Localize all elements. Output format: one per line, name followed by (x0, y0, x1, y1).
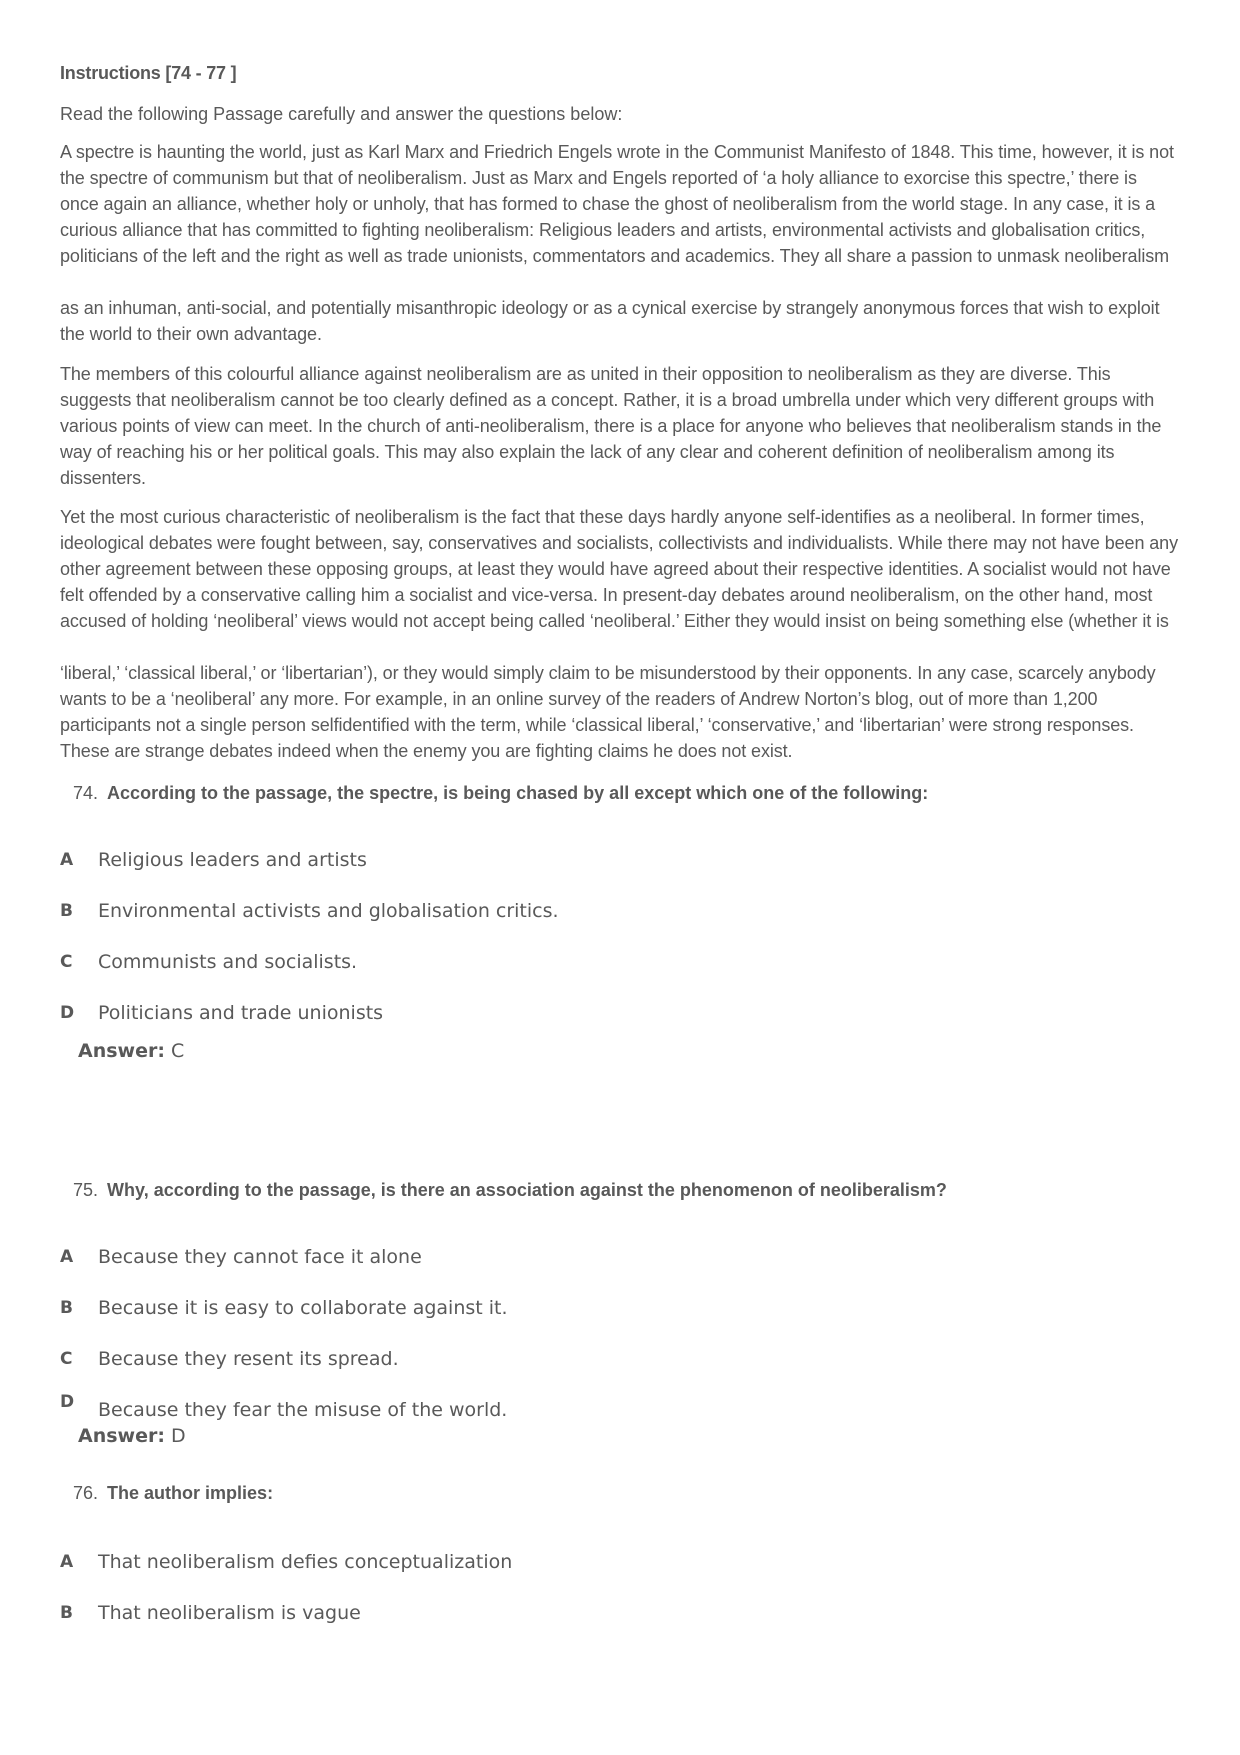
answer-label: Answer: (78, 1425, 165, 1447)
option-letter: A (60, 1552, 74, 1572)
instructions-title: Instructions [74 - 77 ] (60, 63, 237, 83)
option-letter: B (60, 1298, 73, 1318)
answer (78, 1038, 184, 1064)
answer-label: Answer: (78, 1040, 165, 1062)
option-letter: D (60, 1003, 75, 1023)
option-letter: B (60, 1603, 73, 1623)
instructions-text: Read the following Passage carefully and answer the questions below: (60, 104, 623, 124)
passage-paragraph: The members of this colourful alliance against neoliberalism are as united in their opposition to neoliberalism as they are diverse. This suggests that neoliberalism cannot be too clearly defined as a concept. Rather, it is a broad umbrella under which very different groups with various points of view can meet. In the church of anti-neoliberalism, there is a place for anyone who believes that neoliberalism stands in the way of reaching his or her political goals. This may also explain the lack of any clear and coherent definition of neoliberalism among its dissenters. (60, 364, 1162, 488)
option-letter: A (60, 1247, 74, 1267)
answer-value: D (170, 1425, 186, 1447)
option-text: That neoliberalism defies conceptualization (98, 1551, 513, 1573)
question-76 (73, 1481, 273, 1505)
answer (78, 1423, 186, 1449)
passage-paragraph: A spectre is haunting the world, just as Karl Marx and Friedrich Engels wrote in the Communist Manifesto of 1848. This time, however, it is not the spectre of communism but that of neoliberalism. Just as Marx and Engels reported of ‘a holy alliance to exorcise this spectre,’ there is once again an alliance, whether holy or unholy, that has formed to chase the ghost of neoliberalism from the world stage. In any case, it is a curious alliance that has committed to fighting neoliberalism: Religious leaders and artists, environmental activists and globalisation critics, politicians of the left and the right as well as trade unionists, commentators and academics. They all share a passion to unmask neoliberalism (60, 142, 1174, 266)
option-letter: C (60, 1349, 73, 1369)
question-text: Why, according to the passage, is there an association against the phenomenon of neoliberalism? (107, 1180, 947, 1200)
option-text: Because they fear the misuse of the world. (98, 1399, 508, 1421)
question-text: The author implies: (107, 1483, 274, 1503)
option-text: Because it is easy to collaborate against it. (98, 1297, 508, 1319)
option-letter: A (60, 850, 74, 870)
option-text: That neoliberalism is vague (98, 1602, 361, 1624)
passage-paragraph: ‘liberal,’ ‘classical liberal,’ or ‘libertarian’), or they would simply claim to be misunderstood by their opponents. In any case, scarcely anybody wants to be a ‘neoliberal’ any more. For example, in an online survey of the readers of Andrew Norton’s blog, out of more than 1,200 participants not a single person selfidentified with the term, while ‘classical liberal,’ ‘conservative,’ and ‘libertarian’ were strong responses. These are strange debates indeed when the enemy you are fighting claims he does not exist. (60, 663, 1156, 761)
passage-paragraph: Yet the most curious characteristic of neoliberalism is the fact that these days hardly anyone self-identifies as a neoliberal. In former times, ideological debates were fought between, say, conservatives and socialists, collectivists and individualists. While there may not have been any other agreement between these opposing groups, at least they would have agreed about their respective identities. A socialist would not have felt offended by a conservative calling him a socialist and vice-versa. In present-day debates around neoliberalism, on the other hand, most accused of holding ‘neoliberal’ views would not accept being called ‘neoliberal.’ Either they would insist on being something else (whether it is (60, 507, 1178, 631)
passage-paragraph: as an inhuman, anti-social, and potentially misanthropic ideology or as a cynical exercise by strangely anonymous forces that wish to exploit the world to their own advantage. (60, 298, 1160, 344)
question-74 (73, 781, 928, 805)
answer-value: C (170, 1040, 185, 1062)
question-text: According to the passage, the spectre, is being chased by all except which one of the following: (107, 783, 929, 803)
option-text: Environmental activists and globalisation critics. (98, 900, 559, 922)
option-letter: C (60, 952, 73, 972)
option-text: Religious leaders and artists (98, 849, 367, 871)
question-75 (73, 1178, 947, 1202)
option-letter: D (60, 1392, 75, 1412)
question-number: 76. (73, 1483, 99, 1503)
option-letter: B (60, 901, 73, 921)
option-text: Because they cannot face it alone (98, 1246, 422, 1268)
option-text: Communists and socialists. (98, 951, 358, 973)
option-text: Politicians and trade unionists (98, 1002, 384, 1024)
option-text: Because they resent its spread. (98, 1348, 399, 1370)
question-number: 75. (73, 1180, 99, 1200)
question-number: 74. (73, 783, 99, 803)
